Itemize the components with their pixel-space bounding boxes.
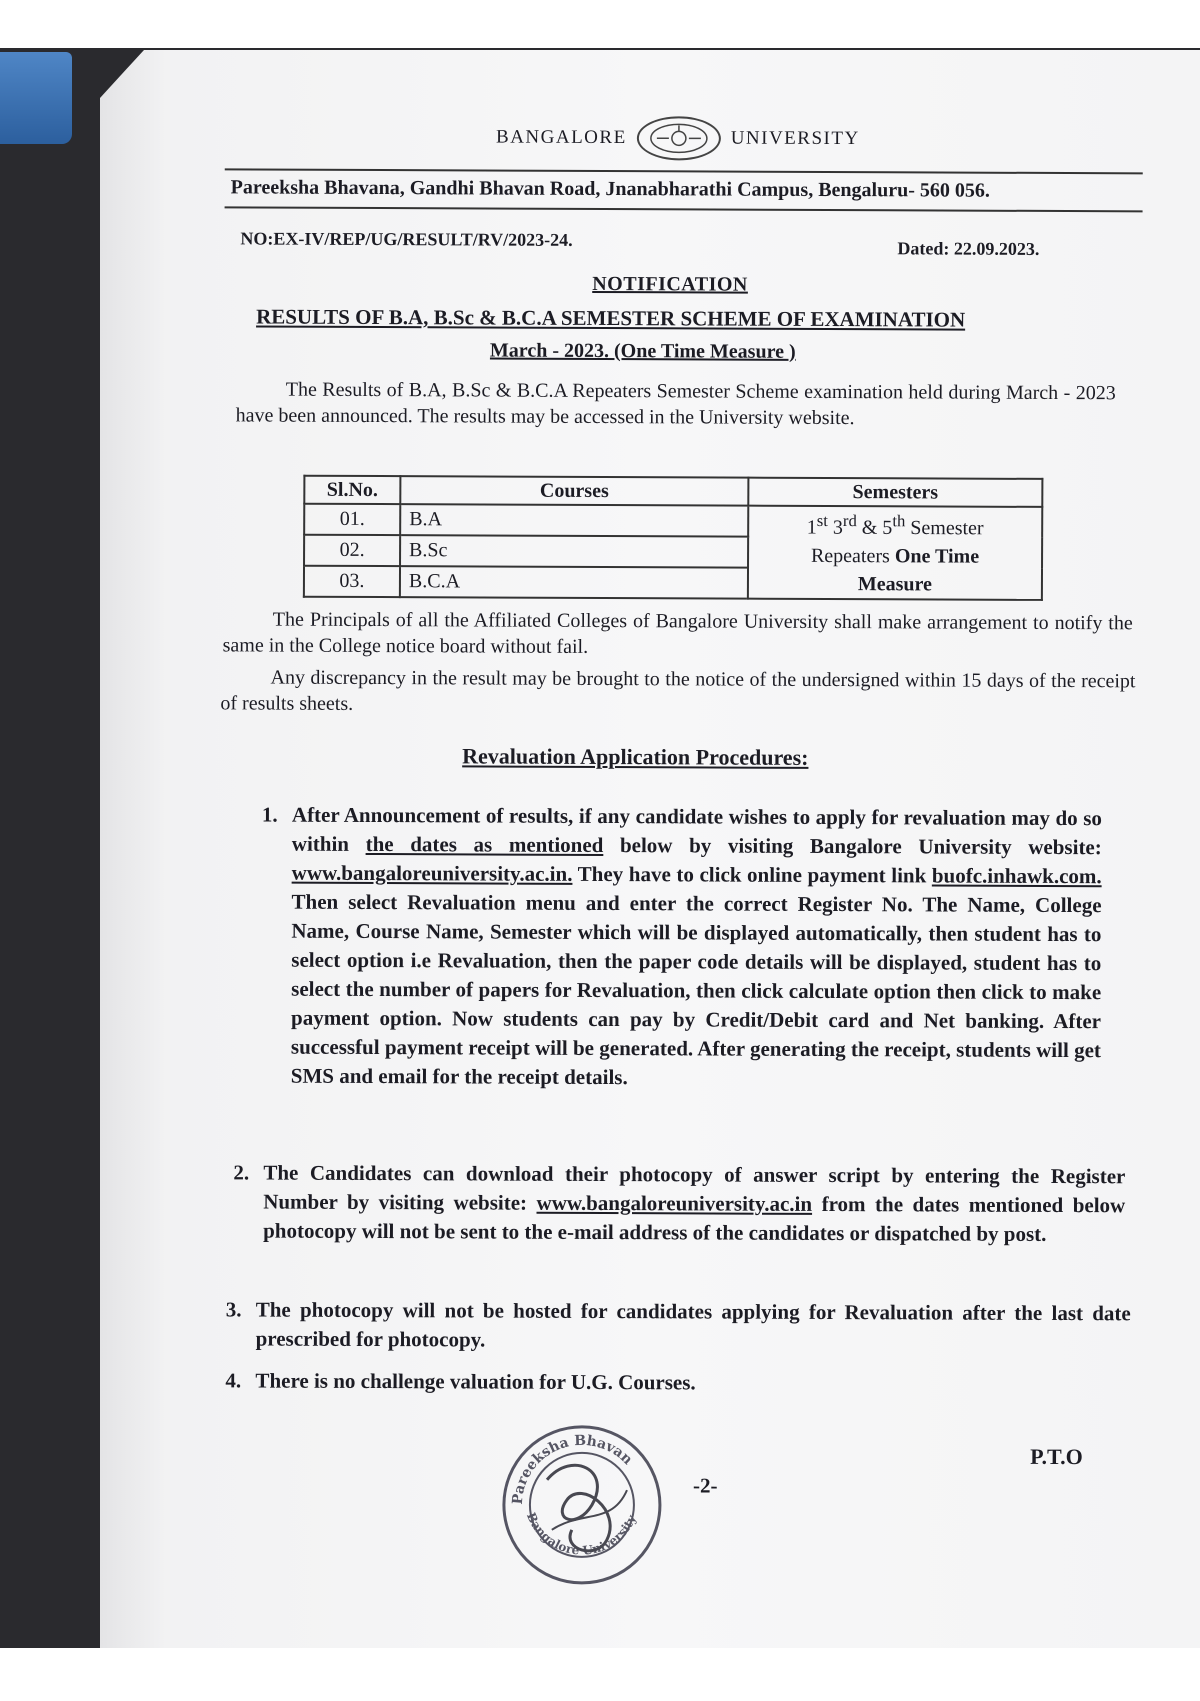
divider-bottom <box>225 206 1143 212</box>
university-address: Pareeksha Bhavana, Gandhi Bhavan Road, Jnanabharathi Campus, Bengaluru- 560 056. <box>230 176 990 202</box>
revaluation-item-1: 1. After Announcement of results, if any candidate wishes to apply for revaluation may do so within the dates as mentioned below by visiting Bangalore University website: www.bangaloreuniversity.ac.in. They have to click online payment link buofc.inhawk.com. Then select Revaluation menu and enter the correct Register No. The Name, College Name, Course Name, Semester which will be displayed automatically, then student has to select option i.e Revaluation, then the paper code details will be displayed, student has to select the number of papers for Revaluation, then click calculate option then click to make payment option. Now students can pay by Credit/Debit card and Net banking. After successful payment receipt will be generated. After generating the receipt, students will get SMS and email for the receipt details. <box>261 802 1102 1090</box>
letterhead-left-word: BANGALORE <box>496 126 627 149</box>
date-line: Dated: 22.09.2023. <box>897 238 1040 259</box>
university-website-link[interactable]: www.bangaloreuniversity.ac.in. <box>291 860 573 886</box>
cell-sl-no: 03. <box>304 565 400 596</box>
header-courses: Courses <box>400 476 748 506</box>
divider-top <box>225 168 1143 174</box>
revaluation-item-2: 2. The Candidates can download their photocopy of answer script by entering the Register Number by visiting website: www.bangaloreuniversity.ac.in from the dates mentioned below photocopy will not be sent to the e-mail address of the candidates or dispatched by post. <box>233 1160 1126 1246</box>
paragraph-discrepancy: Any discrepancy in the result may be brought to the notice of the undersigned within 15 days of the receipt of results sheets. <box>220 666 1136 715</box>
cell-course: B.A <box>400 504 748 536</box>
reference-number: NO:EX-IV/REP/UG/RESULT/RV/2023-24. <box>240 228 573 250</box>
notification-title: NOTIFICATION <box>592 272 748 296</box>
item-number: 2. <box>233 1160 250 1185</box>
semesters-line-1: 1st 3rd & 5th Semester <box>806 510 984 540</box>
table-header-row <box>304 476 1042 507</box>
cell-course: B.C.A <box>400 566 748 598</box>
svg-text:Pareeksha Bhavan: Pareeksha Bhavan <box>509 1432 636 1506</box>
letterhead <box>443 117 913 159</box>
header-semesters: Semesters <box>748 478 1042 507</box>
revaluation-heading: Revaluation Application Procedures: <box>462 743 809 770</box>
university-emblem-icon <box>637 116 721 160</box>
courses-table <box>303 475 1044 601</box>
university-website-link[interactable]: www.bangaloreuniversity.ac.in <box>536 1190 813 1216</box>
semesters-line-2: Repeaters One Time <box>810 544 980 568</box>
results-title: RESULTS OF B.A, B.Sc & B.C.A SEMESTER SCHEME OF EXAMINATION <box>256 304 966 332</box>
please-turn-over: P.T.O <box>1030 1443 1083 1470</box>
revaluation-item-3: 3. The photocopy will not be hosted for candidates applying for Revaluation after the last date prescribed for photocopy. <box>225 1297 1131 1352</box>
svg-text:Bangalore University: Bangalore University <box>523 1510 639 1558</box>
cell-sl-no: 01. <box>304 504 400 535</box>
cell-sl-no: 02. <box>304 535 400 566</box>
letterhead-right-word: UNIVERSITY <box>730 127 860 150</box>
payment-link[interactable]: buofc.inhawk.com. <box>931 863 1102 889</box>
cell-semesters <box>748 506 1042 600</box>
table-row <box>304 504 1042 538</box>
item-number: 4. <box>225 1368 242 1393</box>
item-number: 1. <box>261 802 278 827</box>
cell-course: B.Sc <box>400 535 748 567</box>
paragraph-principals: The Principals of all the Affiliated Colleges of Bangalore University shall make arrangement to notify the same in the College notice board without fail. <box>222 608 1133 658</box>
revaluation-item-4: 4. There is no challenge valuation for U.G. Courses. <box>225 1368 696 1395</box>
paragraph-results-announced: The Results of B.A, B.Sc & B.C.A Repeaters Semester Scheme examination held during March - 2023 have been announced. The results may be accessed in the University website. <box>235 378 1116 430</box>
page-marker: -2- <box>692 1473 718 1498</box>
header-sl-no: Sl.No. <box>304 476 400 504</box>
semesters-line-3: Measure <box>857 572 933 596</box>
official-stamp-icon <box>492 1410 673 1591</box>
results-subtitle: March - 2023. (One Time Measure ) <box>489 339 796 363</box>
dates-mention: the dates as mentioned <box>365 831 604 858</box>
item-number: 3. <box>225 1297 242 1322</box>
